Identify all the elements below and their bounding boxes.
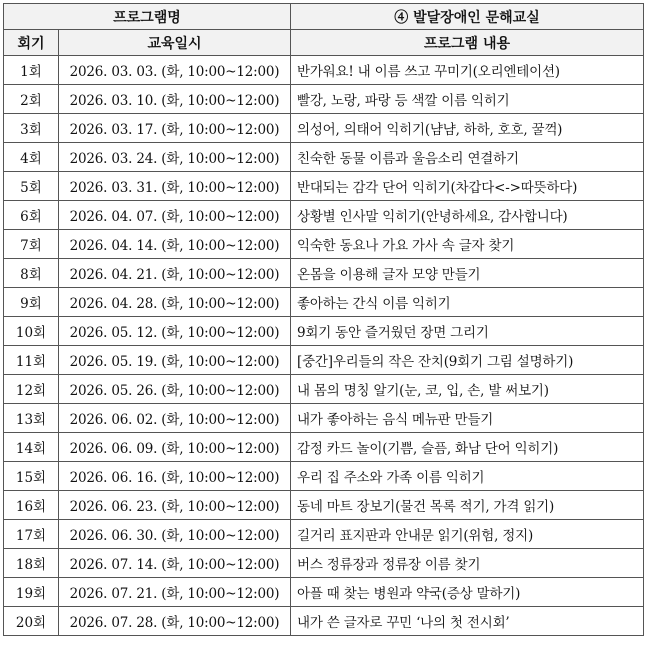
- table-row: [4, 288, 644, 317]
- session-cell: 8회: [4, 259, 59, 288]
- program-title-row: [4, 4, 644, 30]
- content-cell: 버스 정류장과 정류장 이름 찾기: [291, 549, 644, 578]
- session-cell: 14회: [4, 433, 59, 462]
- date-cell: 2026. 04. 28. (화, 10:00~12:00): [59, 288, 291, 317]
- program-schedule-table: [3, 3, 644, 636]
- date-header: 교육일시: [59, 30, 291, 56]
- session-cell: 17회: [4, 520, 59, 549]
- table-row: [4, 85, 644, 114]
- content-cell: 상황별 인사말 익히기(안녕하세요, 감사합니다): [291, 201, 644, 230]
- content-cell: 내가 쓴 글자로 꾸민 ‘나의 첫 전시회’: [291, 607, 644, 636]
- date-cell: 2026. 04. 14. (화, 10:00~12:00): [59, 230, 291, 259]
- session-cell: 5회: [4, 172, 59, 201]
- session-cell: 4회: [4, 143, 59, 172]
- table-row: [4, 346, 644, 375]
- date-cell: 2026. 03. 31. (화, 10:00~12:00): [59, 172, 291, 201]
- table-row: [4, 578, 644, 607]
- table-row: [4, 549, 644, 578]
- session-cell: 6회: [4, 201, 59, 230]
- table-row: [4, 143, 644, 172]
- content-header: 프로그램 내용: [291, 30, 644, 56]
- session-cell: 16회: [4, 491, 59, 520]
- content-cell: 익숙한 동요나 가요 가사 속 글자 찾기: [291, 230, 644, 259]
- table-row: [4, 404, 644, 433]
- content-cell: 친숙한 동물 이름과 울음소리 연결하기: [291, 143, 644, 172]
- content-cell: 반대되는 감각 단어 익히기(차갑다<->따뜻하다): [291, 172, 644, 201]
- session-cell: 1회: [4, 56, 59, 85]
- table-row: [4, 201, 644, 230]
- date-cell: 2026. 07. 28. (화, 10:00~12:00): [59, 607, 291, 636]
- column-header-row: [4, 30, 644, 56]
- session-cell: 9회: [4, 288, 59, 317]
- content-cell: 반가워요! 내 이름 쓰고 꾸미기(오리엔테이션): [291, 56, 644, 85]
- date-cell: 2026. 05. 19. (화, 10:00~12:00): [59, 346, 291, 375]
- content-cell: 길거리 표지판과 안내문 읽기(위험, 정지): [291, 520, 644, 549]
- table-row: [4, 491, 644, 520]
- session-cell: 3회: [4, 114, 59, 143]
- session-cell: 13회: [4, 404, 59, 433]
- date-cell: 2026. 05. 12. (화, 10:00~12:00): [59, 317, 291, 346]
- date-cell: 2026. 03. 03. (화, 10:00~12:00): [59, 56, 291, 85]
- date-cell: 2026. 04. 07. (화, 10:00~12:00): [59, 201, 291, 230]
- content-cell: 빨강, 노랑, 파랑 등 색깔 이름 익히기: [291, 85, 644, 114]
- session-cell: 2회: [4, 85, 59, 114]
- date-cell: 2026. 06. 30. (화, 10:00~12:00): [59, 520, 291, 549]
- date-cell: 2026. 03. 17. (화, 10:00~12:00): [59, 114, 291, 143]
- table-row: [4, 259, 644, 288]
- table-row: [4, 520, 644, 549]
- content-cell: 아플 때 찾는 병원과 약국(증상 말하기): [291, 578, 644, 607]
- content-cell: 내 몸의 명칭 알기(눈, 코, 입, 손, 발 써보기): [291, 375, 644, 404]
- date-cell: 2026. 06. 09. (화, 10:00~12:00): [59, 433, 291, 462]
- table-row: [4, 56, 644, 85]
- table-row: [4, 462, 644, 491]
- session-cell: 7회: [4, 230, 59, 259]
- date-cell: 2026. 07. 21. (화, 10:00~12:00): [59, 578, 291, 607]
- table-row: [4, 114, 644, 143]
- session-cell: 15회: [4, 462, 59, 491]
- program-label-cell: 프로그램명: [4, 4, 291, 30]
- table-row: [4, 317, 644, 346]
- content-cell: 의성어, 의태어 익히기(냠냠, 하하, 호호, 꿀꺽): [291, 114, 644, 143]
- content-cell: 감정 카드 놀이(기쁨, 슬픔, 화남 단어 익히기): [291, 433, 644, 462]
- date-cell: 2026. 06. 23. (화, 10:00~12:00): [59, 491, 291, 520]
- table-row: [4, 433, 644, 462]
- date-cell: 2026. 06. 02. (화, 10:00~12:00): [59, 404, 291, 433]
- content-cell: 9회기 동안 즐거웠던 장면 그리기: [291, 317, 644, 346]
- table-row: [4, 607, 644, 636]
- content-cell: 우리 집 주소와 가족 이름 익히기: [291, 462, 644, 491]
- date-cell: 2026. 07. 14. (화, 10:00~12:00): [59, 549, 291, 578]
- table-row: [4, 230, 644, 259]
- content-cell: 내가 좋아하는 음식 메뉴판 만들기: [291, 404, 644, 433]
- session-cell: 12회: [4, 375, 59, 404]
- session-cell: 18회: [4, 549, 59, 578]
- program-name-cell: ④ 발달장애인 문해교실: [291, 4, 644, 30]
- session-cell: 20회: [4, 607, 59, 636]
- table-row: [4, 375, 644, 404]
- date-cell: 2026. 03. 10. (화, 10:00~12:00): [59, 85, 291, 114]
- session-cell: 19회: [4, 578, 59, 607]
- session-cell: 11회: [4, 346, 59, 375]
- date-cell: 2026. 06. 16. (화, 10:00~12:00): [59, 462, 291, 491]
- content-cell: [중간]우리들의 작은 잔치(9회기 그림 설명하기): [291, 346, 644, 375]
- content-cell: 온몸을 이용해 글자 모양 만들기: [291, 259, 644, 288]
- date-cell: 2026. 03. 24. (화, 10:00~12:00): [59, 143, 291, 172]
- content-cell: 좋아하는 간식 이름 익히기: [291, 288, 644, 317]
- session-cell: 10회: [4, 317, 59, 346]
- content-cell: 동네 마트 장보기(물건 목록 적기, 가격 읽기): [291, 491, 644, 520]
- session-header: 회기: [4, 30, 59, 56]
- date-cell: 2026. 05. 26. (화, 10:00~12:00): [59, 375, 291, 404]
- table-row: [4, 172, 644, 201]
- date-cell: 2026. 04. 21. (화, 10:00~12:00): [59, 259, 291, 288]
